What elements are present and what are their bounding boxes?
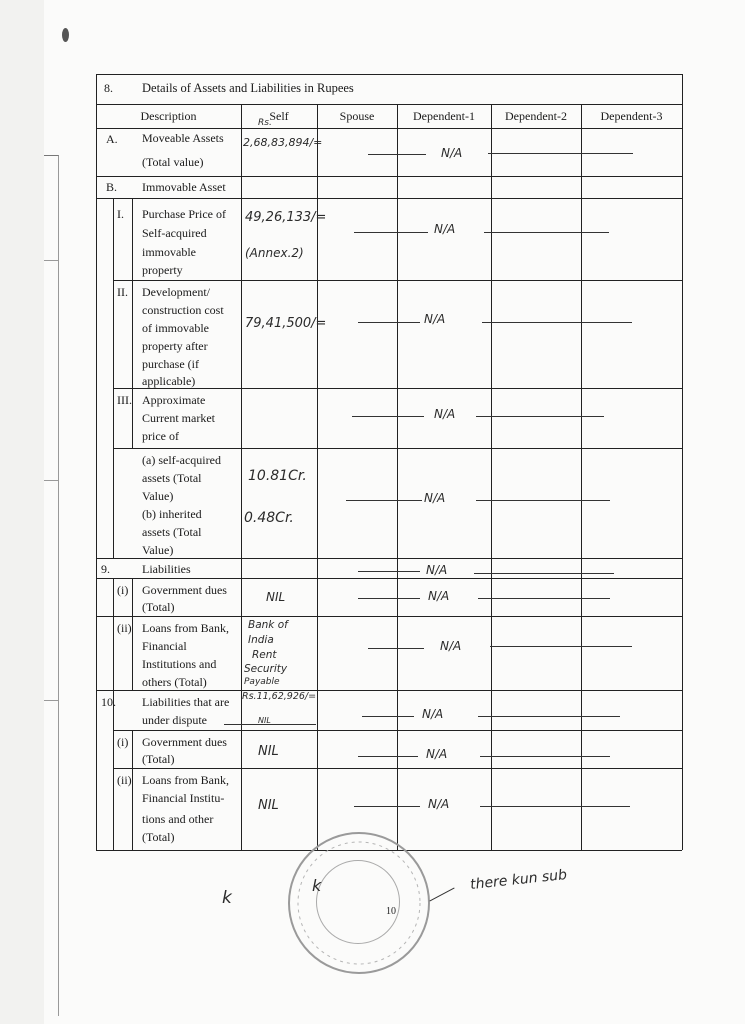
dispute-self-value: NIL [258, 716, 271, 725]
header-dependent-2: Dependent-2 [505, 109, 567, 123]
page-number: 10 [386, 906, 396, 917]
row-10ii-line-1: Loans from Bank, [142, 773, 229, 787]
row-b2-line-6: applicable) [142, 374, 196, 388]
header-spouse: Spouse [339, 109, 375, 123]
row-a-line-2: (Total value) [142, 155, 204, 169]
annex-note: (Annex.2) [245, 246, 304, 260]
row-9-text: Liabilities [142, 562, 191, 576]
loans-self-line-4: Security [244, 663, 288, 675]
loans-self-line-6: Rs.11,62,926/= [242, 691, 317, 702]
row-9ii-line-3: Institutions and [142, 657, 217, 671]
row-b2-line-3: of immovable [142, 321, 209, 335]
header-dependent-1: Dependent-1 [413, 109, 475, 123]
notary-seal [288, 832, 430, 974]
seal-ring-marks [290, 834, 428, 972]
row-b-text: Immovable Asset [142, 180, 226, 194]
dispute-govt-self-value: NIL [258, 744, 279, 759]
row-b3-line-3: price of [142, 429, 179, 443]
row-10ii-line-4: (Total) [142, 830, 175, 844]
row-b2-line-2: construction cost [142, 303, 224, 317]
signature: there kun sub [469, 866, 568, 894]
row-a-label: A. [106, 132, 118, 146]
header-self: Self [269, 109, 289, 123]
govt-dues-self-value: NIL [266, 590, 286, 604]
row-9ii-line-1: Loans from Bank, [142, 621, 229, 635]
seal-initials: k [312, 876, 322, 895]
na-loans: N/A [440, 639, 462, 653]
row-a-line-1: Moveable Assets [142, 131, 224, 145]
moveable-self-value: 2,68,83,894/= [243, 136, 323, 149]
row-9i-line-2: (Total) [142, 600, 175, 614]
na-development: N/A [424, 312, 446, 326]
purchase-self-value: 49,26,133/= [245, 210, 327, 225]
development-self-value: 79,41,500/= [245, 316, 327, 331]
punch-hole [62, 28, 69, 42]
row-9ii-line-4: others (Total) [142, 675, 207, 689]
row-b4-line-2: assets (Total [142, 471, 202, 485]
na-govt-dues: N/A [428, 589, 450, 603]
row-b4-line-3: Value) [142, 489, 174, 503]
row-10i-line-1: Government dues [142, 735, 227, 749]
self-acquired-value: 10.81Cr. [248, 468, 307, 484]
row-b2-line-4: property after [142, 339, 208, 353]
na-purchase: N/A [434, 222, 456, 236]
row-b-label: B. [106, 180, 118, 194]
row-9-label: 9. [101, 562, 110, 576]
loans-self-line-5: Payable [244, 677, 280, 687]
initial-mark: k [222, 888, 232, 908]
row-b3-line-1: Approximate [142, 393, 206, 407]
self-unit: Rs. [258, 118, 272, 128]
row-10-label: 10. [101, 695, 116, 709]
na-dispute: N/A [422, 707, 444, 721]
row-10-line-2: under dispute [142, 713, 207, 727]
assets-liabilities-table [96, 74, 682, 850]
na-liabilities: N/A [426, 563, 448, 577]
row-b1-line-3: immovable [142, 245, 196, 259]
row-10ii-line-3: tions and other [142, 812, 214, 826]
loans-self-line-3: Rent [252, 649, 277, 661]
na-dispute-loans: N/A [428, 797, 450, 811]
row-10i-line-2: (Total) [142, 752, 175, 766]
loans-self-line-2: India [248, 634, 274, 646]
na-dispute-govt: N/A [426, 747, 448, 761]
row-10-line-1: Liabilities that are [142, 695, 230, 709]
row-b1-label: I. [117, 207, 124, 221]
row-10ii-label: (ii) [117, 773, 132, 787]
underlying-page-edge [44, 155, 59, 1016]
header-dependent-3: Dependent-3 [600, 109, 663, 123]
row-b2-line-1: Development/ [142, 285, 210, 299]
row-10ii-line-2: Financial Institu- [142, 791, 225, 805]
row-b2-label: II. [117, 285, 128, 299]
row-b4-line-5: assets (Total [142, 525, 202, 539]
section-title: Details of Assets and Liabilities in Rupees [142, 81, 354, 95]
row-b1-line-4: property [142, 263, 183, 277]
row-b3-line-2: Current market [142, 411, 215, 425]
na-asset-values: N/A [424, 491, 446, 505]
na-moveable: N/A [441, 146, 463, 160]
row-9i-label: (i) [117, 583, 129, 597]
row-b4-line-4: (b) inherited [142, 507, 202, 521]
section-number: 8. [104, 81, 113, 95]
row-9ii-line-2: Financial [142, 639, 187, 653]
row-9ii-label: (ii) [117, 621, 132, 635]
row-b3-label: III. [117, 393, 132, 407]
row-b2-line-5: purchase (if [142, 357, 199, 371]
row-9i-line-1: Government dues [142, 583, 227, 597]
row-b4-line-1: (a) self-acquired [142, 453, 221, 467]
row-b4-line-6: Value) [142, 543, 174, 557]
row-b1-line-2: Self-acquired [142, 226, 207, 240]
row-b1-line-1: Purchase Price of [142, 207, 226, 221]
loans-self-line-1: Bank of [248, 619, 288, 631]
na-market-price: N/A [434, 407, 456, 421]
header-description: Description [140, 109, 197, 123]
inherited-value: 0.48Cr. [244, 510, 294, 526]
dispute-loans-self-value: NIL [258, 798, 279, 813]
row-10i-label: (i) [117, 735, 129, 749]
